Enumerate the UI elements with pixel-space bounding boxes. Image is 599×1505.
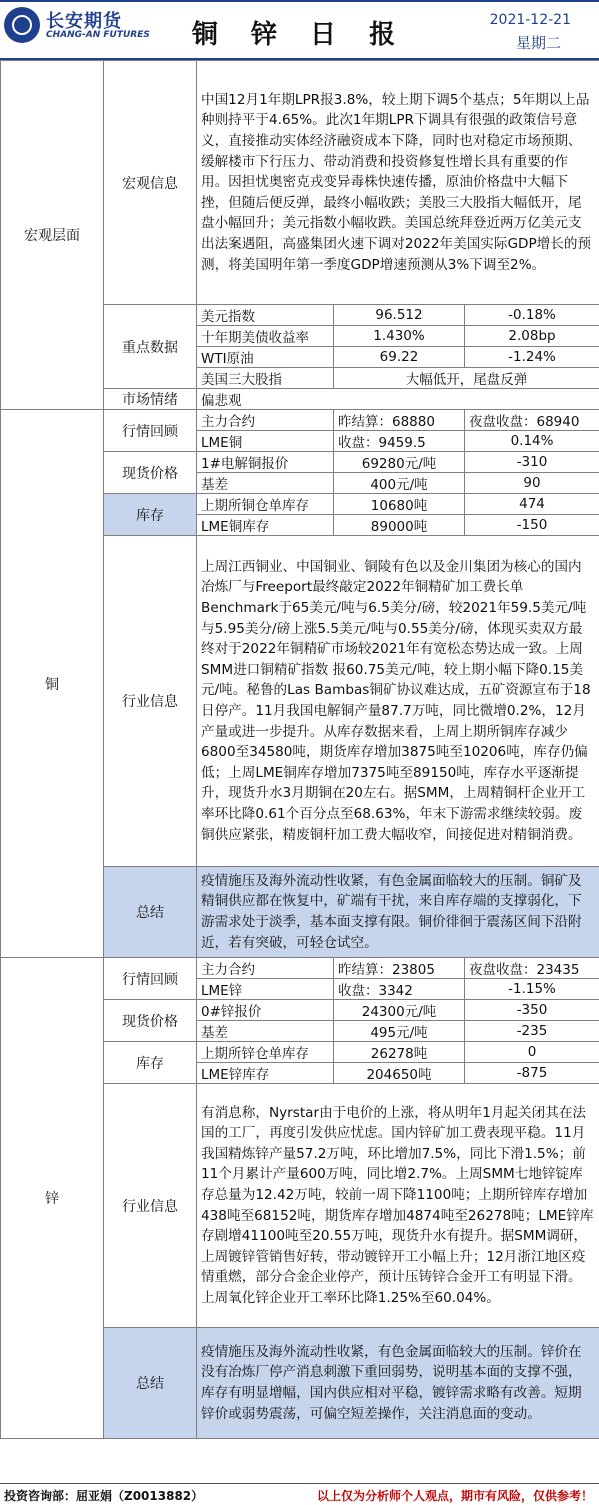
copper-summary-text: 疫情施压及海外流动性收紧，有色金属面临较大的压制。铜矿及精铜供应都在恢复中，矿端有干扰，来自库存端的支撑弱化，下游需求处于淡季，基本面支撑有限。铜价徘徊于震荡区间下沿附近，若有突破，可轻仓试空。	[197, 867, 599, 958]
copper-review-row	[1, 410, 599, 431]
us-stocks-value: 大幅低开，尾盘反弹	[334, 368, 599, 389]
macro-info-row	[1, 61, 599, 305]
us-stocks-name: 美国三大股指	[197, 368, 334, 389]
zinc-summary-text: 疫情施压及海外流动性收紧，有色金属面临较大的压制。锌价在没有冶炼厂停产消息刺激下重回弱势，说明基本面的支撑不强，库存有明显增幅，国内供应相对平稳，镀锌需求略有改善。短期锌价或弱势震荡，可偏空短差操作，关注消息面的变动。	[197, 1328, 599, 1439]
key-data-value: 69.22	[334, 347, 465, 368]
report-footer	[0, 1483, 599, 1505]
copper-stock-change: 474	[465, 494, 599, 515]
copper-stock-value: 89000吨	[334, 515, 465, 536]
logo-english-name: CHANG-AN FUTURES	[46, 30, 150, 40]
zinc-stock-name: LME锌库存	[197, 1063, 334, 1084]
zinc-stock-change: 0	[465, 1042, 599, 1063]
report-table	[0, 60, 599, 1439]
zinc-stock-value: 26278吨	[334, 1042, 465, 1063]
zinc-industry-label: 行业信息	[104, 1084, 197, 1328]
report-title: 铜 锌 日 报	[191, 20, 408, 50]
zinc-review-change: -1.15%	[465, 979, 599, 1000]
copper-industry-text: 上周江西铜业、中国铜业、铜陵有色以及金川集团为核心的国内冶炼厂与Freeport最终敲定2022年铜精矿加工费长单Benchmark于65美元/吨与6.5美分/磅，较2021年59.5美元/吨与5.95美分/磅上涨5.5美元/吨与0.55美分/磅，体现买卖双方最终对于2022年铜精矿市场较2021年有宽松态势达成一致。上周SMM进口铜精矿指数 报60.75美元/吨，较上期小幅下降0.15美元/吨。秘鲁的Las Bambas铜矿协议难达成，五矿资源宣布于18日停产。11月我国电解铜产量87.7万吨，同比微增0.2%，12月产量或进一步提升。从库存数据来看，上周上期所铜库存减少6800至34580吨，期货库存增加3875吨至10206吨，库存仍偏低；上周LME铜库存增加7375吨至89150吨，库存水平逐渐提升，现货升水3月期铜在20左右。据SMM，上周精铜杆企业开工率环比降0.61个百分点至68.63%，年末下游需求继续较弱。废铜供应紧张，精废铜杆加工费大幅收窄，间接促进对精铜消费。	[197, 536, 599, 867]
copper-spot-change: -310	[465, 452, 599, 473]
zinc-stock-name: 上期所锌仓单库存	[197, 1042, 334, 1063]
macro-category: 宏观层面	[1, 61, 104, 410]
zinc-review-change: 夜盘收盘：23435	[465, 958, 599, 979]
zinc-stock-value: 204650吨	[334, 1063, 465, 1084]
copper-summary-label: 总结	[104, 867, 197, 958]
copper-stock-name: LME铜库存	[197, 515, 334, 536]
zinc-review-name: LME锌	[197, 979, 334, 1000]
copper-review-label: 行情回顾	[104, 410, 197, 452]
zinc-stock-change: -875	[465, 1063, 599, 1084]
copper-category: 铜	[1, 410, 104, 958]
logo-chinese-name: 长安期货	[46, 11, 122, 32]
footer-contact: 投资咨询部：屈亚娟（Z0013882）	[4, 1489, 204, 1503]
zinc-spot-name: 基差	[197, 1021, 334, 1042]
key-data-change: -1.24%	[465, 347, 599, 368]
copper-review-change: 0.14%	[465, 431, 599, 452]
zinc-spot-change: -235	[465, 1021, 599, 1042]
zinc-industry-text: 有消息称，Nyrstar由于电价的上涨，将从明年1月起关闭其在法国的工厂，再度引发供应忧虑。国内锌矿加工费表现平稳。11月我国精炼锌产量57.2万吨，环比增加7.5%，同比下滑1.5%；前11个月累计产量600万吨，同比增2.7%。上周SMM七地锌锭库存总量为12.42万吨，较前一周下降1100吨；上期所锌库存增加438吨至68152吨，期货库存增加4874吨至26278吨；LME锌库存剧增41100吨至20.55万吨，现货升水有提升。据SMM调研，上周镀锌管销售好转，带动镀锌开工小幅上升；12月浙江地区疫情重燃，部分合金企业停产，预计压铸锌合金开工有明显下滑。上周氧化锌企业开工率环比降1.25%至60.04%。	[197, 1084, 599, 1328]
sentiment-label: 市场情绪	[104, 389, 197, 410]
zinc-summary-label: 总结	[104, 1328, 197, 1439]
copper-spot-name: 1#电解铜报价	[197, 452, 334, 473]
copper-review-name: 主力合约	[197, 410, 334, 431]
zinc-category: 锌	[1, 958, 104, 1439]
copper-review-change: 夜盘收盘：68940	[465, 410, 599, 431]
key-data-change: 2.08bp	[465, 326, 599, 347]
zinc-review-name: 主力合约	[197, 958, 334, 979]
zinc-stock-label: 库存	[104, 1042, 197, 1084]
key-data-name: 十年期美债收益率	[197, 326, 334, 347]
zinc-review-value: 昨结算：23805	[334, 958, 465, 979]
copper-spot-value: 69280元/吨	[334, 452, 465, 473]
copper-stock-value: 10680吨	[334, 494, 465, 515]
report-header	[0, 0, 599, 60]
key-data-value: 1.430%	[334, 326, 465, 347]
copper-spot-value: 400元/吨	[334, 473, 465, 494]
key-data-name: WTI原油	[197, 347, 334, 368]
copper-stock-label: 库存	[104, 494, 197, 536]
copper-spot-label: 现货价格	[104, 452, 197, 494]
copper-review-value: 昨结算：68880	[334, 410, 465, 431]
key-data-name: 美元指数	[197, 305, 334, 326]
zinc-spot-name: 0#锌报价	[197, 1000, 334, 1021]
zinc-review-label: 行情回顾	[104, 958, 197, 1000]
key-data-label: 重点数据	[104, 305, 197, 389]
copper-spot-name: 基差	[197, 473, 334, 494]
zinc-spot-change: -350	[465, 1000, 599, 1021]
zinc-review-value: 收盘：3342	[334, 979, 465, 1000]
zinc-review-row	[1, 958, 599, 979]
report-weekday: 星期二	[515, 34, 561, 52]
report-date: 2021-12-21	[489, 12, 571, 28]
footer-disclaimer: 以上仅为分析师个人观点，期市有风险，仅供参考！	[316, 1489, 593, 1503]
key-data-value: 96.512	[334, 305, 465, 326]
zinc-spot-label: 现货价格	[104, 1000, 197, 1042]
copper-review-name: LME铜	[197, 431, 334, 452]
macro-info-text: 中国12月1年期LPR报3.8%，较上期下调5个基点；5年期以上品种则持平于4.65%。此次1年期LPR下调具有很强的政策信号意义，直接推动实体经济融资成本下降，同时也对稳定市场预期、缓解楼市下行压力、带动消费和投资修复性增长具有重要的作用。因担忧奥密克戎变异毒株快速传播，原油价格盘中大幅下挫，但随后便反弹，最终小幅收跌；美股三大股指大幅低开，尾盘小幅回升；美元指数小幅收跌。美国总统拜登近两万亿美元支出法案遇阻，高盛集团火速下调对2022年美国实际GDP增长的预测，将美国明年第一季度GDP增速预测从3%下调至2%。	[197, 61, 599, 305]
zinc-spot-value: 24300元/吨	[334, 1000, 465, 1021]
copper-spot-change: 90	[465, 473, 599, 494]
copper-review-value: 收盘：9459.5	[334, 431, 465, 452]
copper-industry-label: 行业信息	[104, 536, 197, 867]
sentiment-value: 偏悲观	[197, 389, 599, 410]
copper-stock-change: -150	[465, 515, 599, 536]
zinc-spot-value: 495元/吨	[334, 1021, 465, 1042]
key-data-change: -0.18%	[465, 305, 599, 326]
macro-info-label: 宏观信息	[104, 61, 197, 305]
copper-stock-name: 上期所铜仓单库存	[197, 494, 334, 515]
